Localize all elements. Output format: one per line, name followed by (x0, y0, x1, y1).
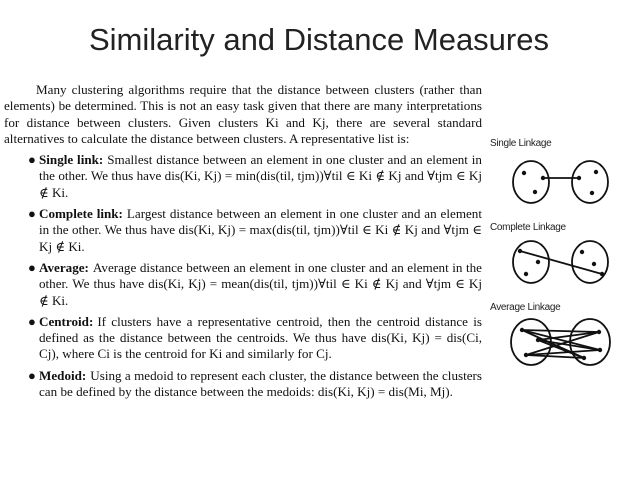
bullet-complete-link (4, 206, 482, 255)
bullet-term: Medoid: (39, 367, 87, 383)
label-average-linkage: Average Linkage (490, 302, 561, 313)
point (536, 338, 540, 342)
point (597, 330, 601, 334)
slide-title: Similarity and Distance Measures (88, 22, 549, 57)
bullet-dot: ● (28, 259, 36, 275)
single-linkage-figure (513, 161, 608, 203)
linkage-illustrations (486, 136, 636, 386)
bullet-dot: ● (28, 367, 36, 383)
bullet-term: Complete link: (39, 206, 123, 222)
point (590, 191, 594, 195)
point (518, 249, 522, 253)
bullet-centroid (4, 314, 482, 363)
bullet-dot: ● (28, 152, 36, 168)
bullet-dot: ● (28, 206, 36, 222)
point (536, 260, 540, 264)
label-complete-linkage: Complete Linkage (490, 222, 566, 233)
bullet-term: Single link: (39, 152, 104, 168)
point (520, 328, 524, 332)
point (533, 190, 537, 194)
cluster-ellipse (513, 241, 549, 283)
bullet-text: Using a medoid to represent each cluster, the distance between the clusters can be defined by the distance between the medoids: dis(Ki, Kj) = dis(Mi, Mj). (39, 367, 482, 400)
intro-paragraph: Many clustering algorithms require that the distance between clusters (rather than elements) be determined. This is not an easy task given that there are many interpretations for distance between clusters. Given clusters Ki and Kj, there are several standard alternatives to calculate the distance between clusters. A representative list is: (4, 82, 482, 146)
cluster-ellipse (572, 161, 608, 203)
point (594, 170, 598, 174)
point (600, 272, 604, 276)
point (522, 171, 526, 175)
bullet-text: Largest distance between an element in one cluster and an element in the other. We thus have dis(Ki, Kj) = max(dis(til, tjm))∀til ∈ Ki ∉ Kj and ∀tjm ∈ Kj ∉ Ki. (39, 206, 482, 254)
cluster-ellipse (572, 241, 608, 283)
link-line (522, 330, 599, 332)
point (598, 348, 602, 352)
point (524, 353, 528, 357)
label-single-linkage: Single Linkage (490, 138, 552, 149)
point (582, 356, 586, 360)
bullet-text: Smallest distance between an element in one cluster and an element in the other. We thus have dis(Ki, Kj) = min(dis(til, tjm))∀til ∈ Ki ∉ Kj and ∀tjm ∈ Kj ∉ Ki. (39, 152, 482, 200)
bullet-text: Average distance between an element in one cluster and an element in the other. We thus have dis(Ki, Kj) = mean(dis(til, tjm))∀til ∈ Ki ∉ Kj and ∀tjm ∈ Kj ∉ Ki. (39, 259, 482, 308)
bullet-average (4, 260, 482, 309)
average-linkage-figure (511, 319, 610, 365)
bullet-text: If clusters have a representative centroid, then the centroid distance is defined as the distance between the centroids. We thus have dis(Ki, Kj) = dis(Ci, Cj), where Ci is the centroid for Ki and similarly for Cj. (39, 313, 482, 362)
bullet-term: Centroid: (39, 313, 94, 329)
bullet-dot: ● (28, 313, 36, 329)
bullet-single-link (4, 152, 482, 201)
bullet-term: Average: (39, 259, 89, 275)
bullet-medoid (4, 368, 482, 401)
linkage-diagram (486, 136, 636, 386)
point (580, 250, 584, 254)
cluster-ellipse (513, 161, 549, 203)
point (524, 272, 528, 276)
document-body (4, 82, 482, 400)
point (592, 262, 596, 266)
point (541, 176, 545, 180)
link-line (520, 251, 602, 274)
point (577, 176, 581, 180)
